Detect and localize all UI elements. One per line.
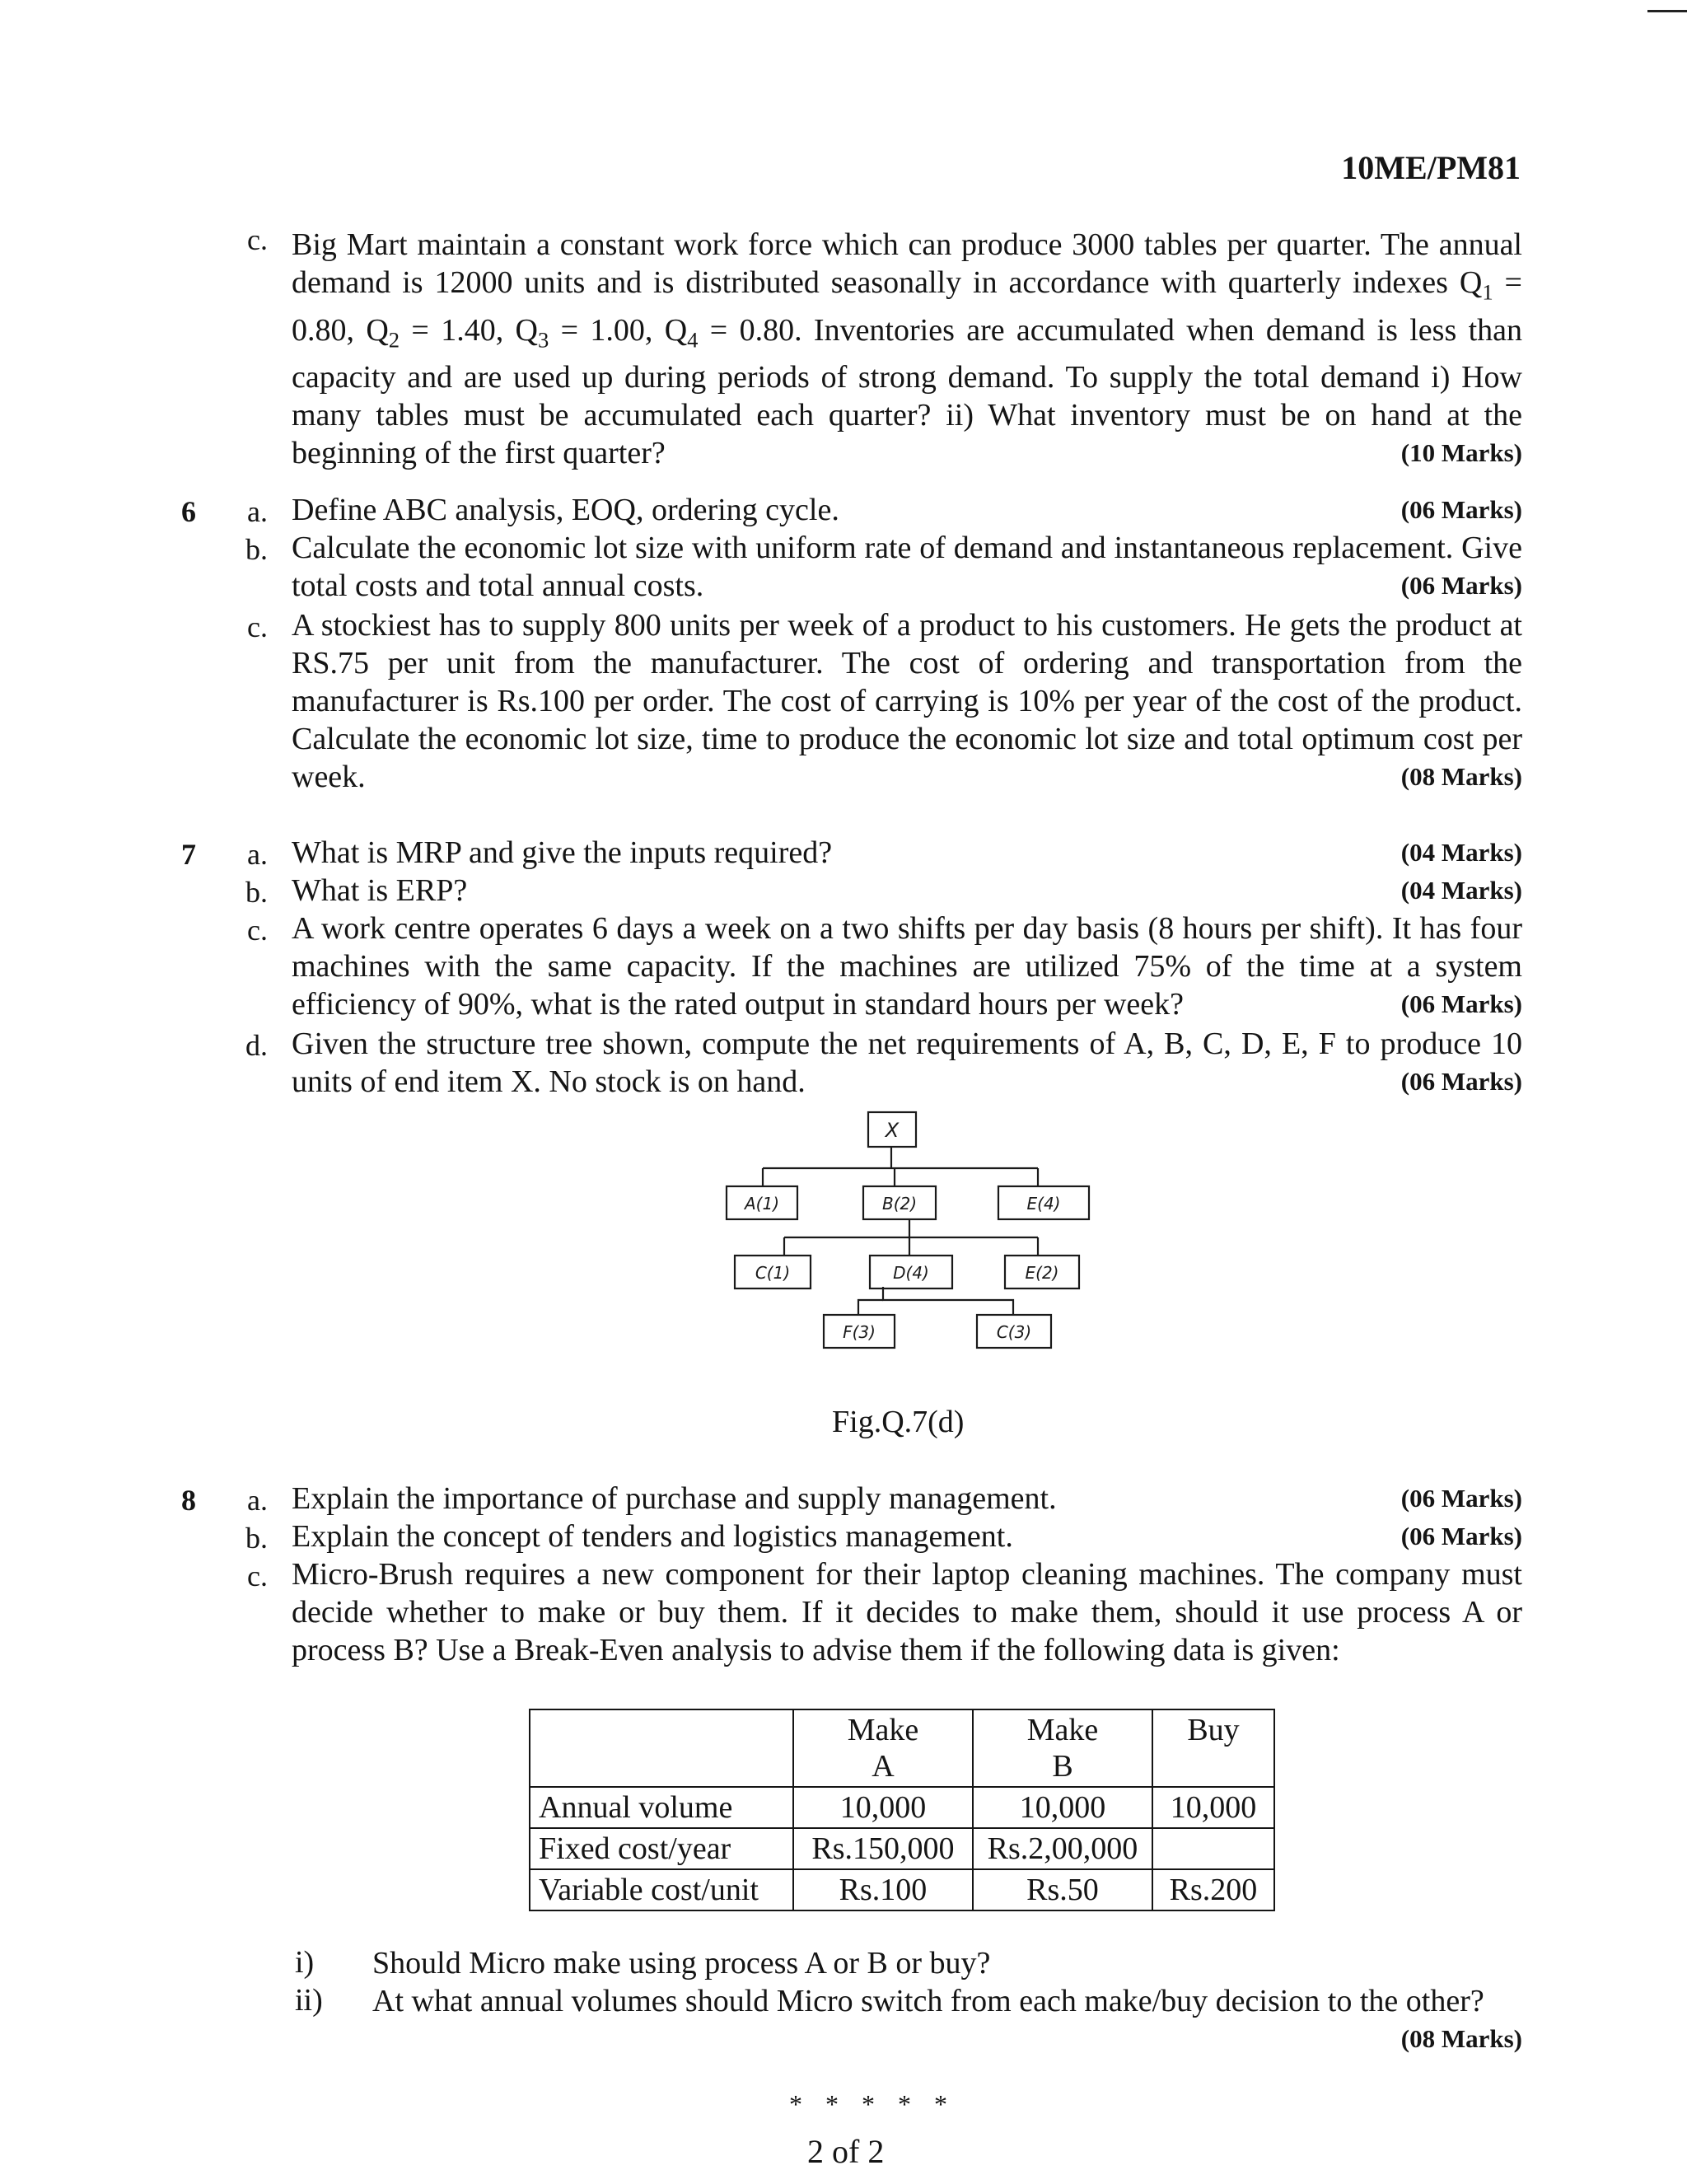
q5c-label: c. [247, 223, 268, 256]
tree-connector [858, 1300, 883, 1315]
table-row [530, 1869, 1274, 1910]
q5c-marks: (10 Marks) [1400, 438, 1522, 468]
q6c-label: c. [247, 610, 268, 643]
table-cell: Rs.50 [973, 1869, 1152, 1910]
q7c-text: A work centre operates 6 days a week on a two shifts per day basis (8 hours per shift). It has four machines with the same capacity. If the machines are utilized 75% of the time at a system efficiency of 90%, what is the rated output in standard hours per week? (06 Marks) [292, 911, 1522, 1022]
q8-ii-label: ii) [295, 1983, 323, 2018]
row-label: Annual volume [530, 1787, 793, 1828]
table-cell: Rs.200 [1152, 1869, 1274, 1910]
paper-code: 10ME/PM81 [1341, 149, 1521, 186]
q7a-text: What is MRP and give the inputs required? (04 Marks) [292, 835, 1522, 870]
table-header-cell: Make A [793, 1709, 973, 1787]
q8b-label: b. [245, 1522, 268, 1555]
structure-tree-figure [708, 1104, 1104, 1376]
table-cell: Rs.100 [793, 1869, 973, 1910]
q8c-label: c. [247, 1560, 268, 1592]
q7-number: 7 [181, 838, 196, 871]
q6a-label: a. [247, 495, 268, 528]
q6c-text: A stockiest has to supply 800 units per week of a product to his customers. He gets the product at RS.75 per unit from the manufacturer. The cost of ordering and transportation from the manufacturer is Rs.100 per order. The cost of carrying is 10% per year of the cost of the product. Calculate the economic lot size, time to produce the economic lot size and total optimum cost per week. (08 Marks) [292, 608, 1522, 794]
q5c-text: Big Mart maintain a constant work force which can produce 3000 tables per quarter. The annual demand is 12000 units and is distributed seasonally in accordance with quarterly indexes $Q_1 = 0.80$, $Q_2 = 1.40$, $Q_3 = 1.00$, $Q_4 = 0.80$. Inventories are accumulated when demand is less than capacity and are used up during periods of strong demand. To supply the total demand i) How many tables must be accumulated each quarter? ii) What inventory must be on hand at the beginning of the first quarter? (10 Marks) [292, 227, 1522, 471]
q7b-marks: (04 Marks) [1400, 876, 1522, 905]
q7a-label: a. [247, 838, 268, 871]
table-row [530, 1787, 1274, 1828]
q7b-label: b. [245, 876, 268, 909]
row-label: Fixed cost/year [530, 1828, 793, 1869]
q8a-text: Explain the importance of purchase and supply management. (06 Marks) [292, 1481, 1522, 1516]
node-f-label: F(3) [843, 1322, 876, 1342]
table-cell: 10,000 [1152, 1787, 1274, 1828]
node-e2-label: E(2) [1025, 1263, 1059, 1283]
table-cell [1152, 1828, 1274, 1869]
row-label: Variable cost/unit [530, 1869, 793, 1910]
q6b-label: b. [245, 533, 268, 566]
q6b-text: Calculate the economic lot size with uniform rate of demand and instantaneous replacement. Give total costs and total annual costs. (06 Marks) [292, 531, 1522, 603]
scan-edge-mark [1647, 10, 1687, 12]
table-header-cell [530, 1709, 793, 1787]
table-cell: 10,000 [793, 1787, 973, 1828]
page-number: 2 of 2 [807, 2133, 885, 2170]
q8-i-text: Should Micro make using process A or B or buy? [372, 1946, 991, 1981]
q8-ii-marks: (08 Marks) [1400, 2024, 1522, 2053]
q7c-marks: (06 Marks) [1400, 989, 1522, 1018]
q8-number: 8 [181, 1484, 196, 1517]
q7a-marks: (04 Marks) [1400, 838, 1522, 867]
table-header-row [530, 1709, 1274, 1787]
q8b-marks: (06 Marks) [1400, 1522, 1522, 1550]
q7c-label: c. [247, 914, 268, 947]
table-cell: Rs.2,00,000 [973, 1828, 1152, 1869]
figure-caption: Fig.Q.7(d) [832, 1405, 965, 1439]
q7d-label: d. [245, 1029, 268, 1062]
table-header-cell: Make B [973, 1709, 1152, 1787]
node-c2-label: C(3) [996, 1322, 1032, 1342]
q8a-marks: (06 Marks) [1400, 1484, 1522, 1513]
q6a-text: Define ABC analysis, EOQ, ordering cycle. (06 Marks) [292, 493, 1522, 527]
table-row [530, 1828, 1274, 1869]
q8-ii-text: At what annual volumes should Micro switch from each make/buy decision to the other? (08 Marks) [372, 1982, 1522, 2058]
q7b-text: What is ERP? (04 Marks) [292, 873, 1522, 908]
q8b-text: Explain the concept of tenders and logistics management. (06 Marks) [292, 1519, 1522, 1554]
q7d-marks: (06 Marks) [1400, 1067, 1522, 1096]
q6a-marks: (06 Marks) [1400, 495, 1522, 524]
q8c-text: Micro-Brush requires a new component for their laptop cleaning machines. The company must decide whether to make or buy them. If it decides to make them, should it use process A or process B? Use a Break-Even analysis to advise them if the following data is given: [292, 1557, 1522, 1667]
node-c1-label: C(1) [755, 1263, 791, 1283]
make-buy-table [529, 1709, 1275, 1911]
q6c-marks: (08 Marks) [1400, 762, 1522, 791]
tree-connector [883, 1287, 1013, 1315]
q6b-marks: (06 Marks) [1400, 571, 1522, 600]
table-cell: Rs.150,000 [793, 1828, 973, 1869]
node-b-label: B(2) [881, 1194, 918, 1214]
q8-i-label: i) [295, 1945, 315, 1980]
node-e1-label: E(4) [1026, 1194, 1061, 1214]
node-x-label: X [885, 1119, 900, 1142]
q8a-label: a. [247, 1484, 268, 1517]
node-d-label: D(4) [893, 1263, 929, 1283]
table-cell: 10,000 [973, 1787, 1152, 1828]
q7d-text: Given the structure tree shown, compute the net requirements of A, B, C, D, E, F to produce 10 units of end item X. No stock is on hand. (06 Marks) [292, 1027, 1522, 1099]
end-stars: * * * * * [789, 2089, 956, 2119]
node-a-label: A(1) [744, 1194, 780, 1214]
table-header-cell: Buy [1152, 1709, 1274, 1787]
q6-number: 6 [181, 495, 196, 528]
